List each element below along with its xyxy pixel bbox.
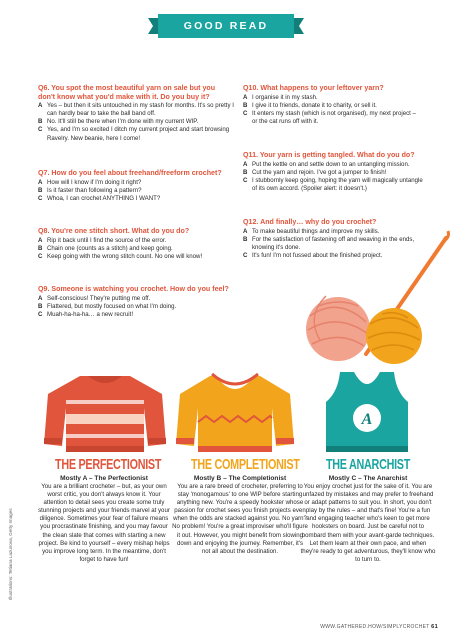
result-perfectionist (36, 456, 172, 564)
question-title: Q8. You're one stitch short. What do you do? (38, 227, 190, 235)
page-header-title: GOOD READ (183, 20, 269, 32)
option-text: Yes, and I'm so excited I ditch my current project and start browsing Ravelry. New beanie, here I come! (47, 126, 230, 142)
option-c (243, 110, 423, 126)
question-title: Q7. How do you feel about freehand/freeform crochet? (38, 169, 222, 177)
option-text: To make beautiful things and improve my skills. (252, 227, 380, 235)
question-title: Q10. What happens to your leftover yarn? (243, 84, 384, 92)
question-10 (243, 84, 423, 126)
option-b (243, 169, 423, 177)
option-a (243, 94, 423, 102)
option-text: For the satisfaction of fastening off and weaving in the ends, knowing it's done. (252, 235, 415, 251)
result-description: You are a rare breed of crocheter, preferring to stay 'monogamous' to one WIP before starting anything new. You're a speedy hookster whose passion for crochet sees you finish projects even when the odds are stacked against you. No yarn? No problem! You're a great improviser who'll figure it out. However, you might benefit from slowing down and enjoying the journey. Remember, it's not all about the destination. (172, 483, 308, 555)
result-completionist (172, 456, 308, 556)
option-letter: C (38, 194, 43, 202)
option-text: How will I know if I'm doing it right? (47, 178, 142, 186)
option-text: Chain one (counts as a stitch) and keep going. (47, 244, 173, 252)
option-letter: B (38, 118, 43, 126)
option-text: Rip it back until I find the source of the error. (47, 236, 167, 244)
illustration-credit: Illustrations: Tetiana Lazunova, Getty Images (8, 508, 13, 600)
option-text: I stubbornly keep going, hoping the yarn will magically untangle of its own accord. (Spoiler alert: it doesn't.) (252, 176, 423, 192)
option-b (38, 303, 234, 311)
option-c (38, 195, 234, 203)
question-9 (38, 285, 234, 319)
option-b (38, 118, 234, 126)
header-banner (148, 14, 304, 38)
vest-badge-letter: A (361, 411, 373, 428)
option-c (38, 311, 234, 319)
footer-url: WWW.GATHERED.HOW/SIMPLYCROCHET (320, 624, 430, 630)
yarn-and-hook-illustration (296, 226, 452, 366)
result-title: THE ANARCHIST (325, 456, 411, 473)
option-text: Self-conscious! They're putting me off. (47, 294, 151, 302)
question-title: Q6. You spot the most beautiful yarn on sale but you don't know what you'd make with it. Do you buy it? (38, 84, 216, 101)
option-text: Is it faster than following a pattern? (47, 186, 142, 194)
option-letter: B (38, 302, 43, 310)
result-subtitle: Mostly A – The Perfectionist (60, 475, 148, 482)
option-letter: C (38, 126, 43, 134)
option-text: Keep going with the wrong stitch count. No one will know! (47, 252, 203, 260)
option-c (38, 253, 234, 261)
question-11 (243, 151, 423, 193)
orange-yarn-ball-icon (366, 308, 422, 364)
option-text: I organise it in my stash. (252, 93, 318, 101)
option-text: It's fun! I'm not fussed about the finished project. (252, 251, 383, 259)
option-text: Cut the yarn and rejoin. I've got a jumper to finish! (252, 168, 387, 176)
option-a (38, 237, 234, 245)
question-7 (38, 169, 234, 203)
option-text: Put the kettle on and settle down to an untangling mission. (252, 160, 410, 168)
option-a (38, 102, 234, 118)
option-b (38, 245, 234, 253)
option-b (38, 187, 234, 195)
page-footer (320, 624, 438, 630)
option-text: No. It'll still be there when I'm done with my current WIP. (47, 118, 199, 126)
option-letter: C (38, 252, 43, 260)
option-letter: C (243, 176, 248, 184)
option-letter: A (38, 294, 43, 302)
option-c (38, 126, 234, 142)
question-title: Q12. And finally… why do you crochet? (243, 218, 377, 226)
option-text: Muah-ha-ha-ha… a new recruit! (47, 310, 134, 318)
option-text: Flattered, but mostly focused on what I'm doing. (47, 302, 177, 310)
question-title: Q11. Your yarn is getting tangled. What do you do? (243, 151, 415, 159)
option-a (38, 295, 234, 303)
question-6 (38, 84, 234, 143)
result-subtitle: Mostly C – The Anarchist (328, 475, 408, 482)
option-letter: A (243, 93, 248, 101)
result-title: THE COMPLETIONIST (191, 456, 300, 473)
option-letter: C (38, 310, 43, 318)
result-description: You enjoy crochet just for the sake of it. You are unfazed by mistakes and may prefer to freehand or adapt patterns to suit you. In short, you don't play by the rules – and that's fine! You're a fun and engaging teacher who's keen to get more hooksters on board. Just be careful not to bombard them with your avant-garde techniques. Let them learn at their own pace, and when they're ready to get adventurous, they'll know who to turn to. (300, 483, 436, 563)
option-a (38, 179, 234, 187)
option-text: Whoa, I can crochet ANYTHING I WANT? (47, 194, 161, 202)
option-letter: C (243, 251, 248, 259)
question-title: Q9. Someone is watching you crochet. How do you feel? (38, 285, 229, 293)
option-letter: B (243, 235, 248, 243)
option-text: It enters my stash (which is not organised), my next project – or the cat runs off with it. (252, 109, 416, 125)
option-b (243, 102, 423, 110)
option-letter: A (243, 227, 248, 235)
option-letter: B (243, 168, 248, 176)
result-title: THE PERFECTIONIST (55, 456, 162, 473)
option-letter: C (243, 109, 248, 117)
result-description: You are a brilliant crocheter – but, as your own worst critic, you don't always know it. Your attention to detail sees you create some truly stunning projects and your friends marvel at your diligence. Sometimes your fear of failure means you procrastinate finishing, and you may favour the clean slate that comes with starting a new project. Be kind to yourself – every mishap helps you improve long term. In the meantime, don't forget to have fun! (38, 483, 170, 563)
option-letter: A (243, 160, 248, 168)
option-letter: A (38, 178, 43, 186)
red-sweater-illustration (40, 370, 170, 454)
teal-vest-illustration (322, 368, 412, 454)
option-letter: B (38, 186, 43, 194)
perfectionist-sweater-icon (44, 376, 166, 452)
completionist-sweater-icon (176, 374, 294, 452)
orange-sweater-illustration (172, 368, 298, 454)
option-letter: B (243, 101, 248, 109)
option-letter: A (38, 236, 43, 244)
option-text: I give it to friends, donate it to charity, or sell it. (252, 101, 377, 109)
option-letter: A (38, 102, 43, 110)
option-c (243, 177, 423, 193)
option-a (243, 161, 423, 169)
page-number: 61 (431, 624, 438, 630)
result-subtitle: Mostly B – The Completionist (193, 475, 287, 482)
result-anarchist (300, 456, 436, 564)
option-letter: B (38, 244, 43, 252)
option-text: Yes – but then it sits untouched in my stash for months. It's so pretty I can hardly bear to take the ball band off. (47, 102, 234, 118)
question-8 (38, 227, 234, 261)
